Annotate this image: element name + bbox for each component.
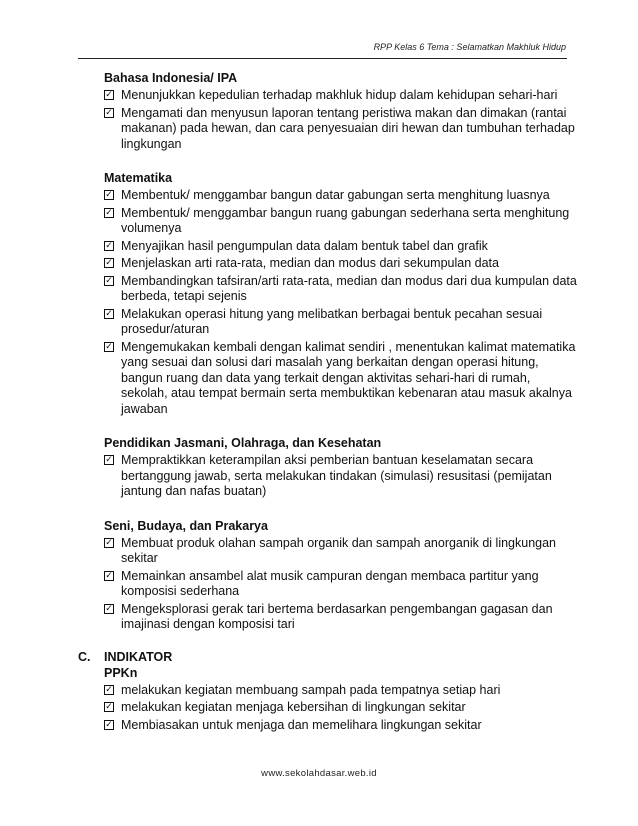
checkbox-checked-icon: ✓: [105, 240, 113, 251]
list-item: [104, 106, 578, 153]
list-item: [104, 569, 578, 600]
header-rule: [78, 58, 567, 59]
list-item-text: Mengeksplorasi gerak tari bertema berdasarkan pengembangan gagasan dan imajinasi dengan komposisi tari: [121, 601, 553, 631]
document-body: [78, 70, 578, 735]
section-title: Pendidikan Jasmani, Olahraga, dan Kesehatan: [104, 436, 382, 450]
list-item-text: Menunjukkan kepedulian terhadap makhluk hidup dalam kehidupan sehari-hari: [121, 88, 558, 102]
checkbox-checked-icon: ✓: [105, 684, 113, 695]
checkbox-checked-icon: ✓: [105, 341, 113, 352]
checklist: [104, 536, 578, 633]
checklist: [104, 188, 578, 417]
checkbox-checked-icon: ✓: [105, 275, 113, 286]
checkbox-checked-icon: ✓: [105, 702, 113, 712]
footer-url: www.sekolahdasar.web.id: [261, 768, 377, 779]
list-item: [104, 718, 578, 734]
section-letter: C.: [78, 649, 91, 664]
section-title: Matematika: [104, 171, 173, 185]
list-item: [104, 683, 578, 699]
checkbox-checked-icon: ✓: [105, 258, 113, 268]
list-item: [104, 274, 578, 305]
list-item: [104, 602, 578, 633]
list-item-text: Memainkan ansambel alat musik campuran dengan membaca partitur yang komposisi sederhana: [121, 568, 539, 598]
list-item: [104, 453, 578, 500]
checkbox-checked-icon: ✓: [105, 107, 113, 118]
checkbox-checked-icon: ✓: [105, 207, 113, 218]
section-ppkn: [104, 665, 578, 734]
checkbox-checked-icon: ✓: [105, 455, 113, 465]
checklist: [104, 88, 578, 152]
list-item: [104, 188, 578, 204]
checkbox-checked-icon: ✓: [105, 308, 113, 319]
list-item-text: Membiasakan untuk menjaga dan memelihara lingkungan sekitar: [121, 717, 482, 732]
checkbox-checked-icon: ✓: [105, 570, 113, 581]
list-item: [104, 536, 578, 567]
section-title: PPKn: [104, 665, 138, 680]
section-title: Bahasa Indonesia/ IPA: [104, 71, 238, 85]
indikator-heading: [78, 649, 578, 665]
section-bahasa-indonesia-ipa: [104, 70, 578, 152]
section-sbdp: [104, 518, 578, 633]
list-item-text: Melakukan operasi hitung yang melibatkan berbagai bentuk pecahan sesuai prosedur/aturan: [121, 306, 543, 336]
checkbox-checked-icon: ✓: [105, 90, 113, 100]
list-item-text: Membentuk/ menggambar bangun ruang gabungan sederhana serta menghitung volumenya: [121, 205, 570, 235]
section-matematika: [104, 170, 578, 417]
list-item: [104, 307, 578, 338]
section-title: Seni, Budaya, dan Prakarya: [104, 518, 268, 533]
checkbox-checked-icon: ✓: [105, 190, 113, 200]
list-item-text: Menyajikan hasil pengumpulan data dalam bentuk tabel dan grafik: [121, 238, 488, 253]
list-item: [104, 239, 578, 255]
section-pjok: [104, 435, 578, 500]
checkbox-checked-icon: ✓: [105, 603, 113, 614]
list-item-text: Membentuk/ menggambar bangun datar gabungan serta menghitung luasnya: [121, 188, 550, 202]
list-item: [104, 88, 578, 104]
list-item: [104, 256, 578, 272]
list-item-text: Mengemukakan kembali dengan kalimat sendiri , menentukan kalimat matematika yang sesuai dan solusi dari masalah yang berkaitan dengan operasi hitung, bangun ruang dan data yang terkait dengan aktivitas sehari-hari di rumah, sekolah, atau tempat bermain serta membuktikan kebenaran atau masuk akalnya jawaban: [121, 339, 576, 416]
list-item: [104, 340, 578, 418]
section-heading: INDIKATOR: [104, 649, 173, 664]
list-item-text: Membandingkan tafsiran/arti rata-rata, median dan modus dari dua kumpulan data berbeda, tetapi sejenis: [121, 273, 577, 303]
list-item-text: Mempraktikkan keterampilan aksi pemberian bantuan keselamatan secara bertanggung jawab, serta melakukan tindakan (simulasi) resusitasi (pemijatan jantung dan nafas buatan): [121, 453, 552, 498]
list-item-text: Menjelaskan arti rata-rata, median dan modus dari sekumpulan data: [121, 256, 499, 270]
list-item-text: melakukan kegiatan membuang sampah pada tempatnya setiap hari: [121, 682, 501, 697]
list-item: [104, 206, 578, 237]
checklist: [104, 683, 578, 734]
list-item-text: melakukan kegiatan menjaga kebersihan di lingkungan sekitar: [121, 700, 466, 714]
checkbox-checked-icon: ✓: [105, 719, 113, 730]
checkbox-checked-icon: ✓: [105, 537, 113, 548]
list-item: [104, 700, 578, 716]
list-item-text: Mengamati dan menyusun laporan tentang peristiwa makan dan dimakan (rantai makanan) pada hewan, dan cara penyesuaian diri hewan dan tumbuhan terhadap lingkungan: [121, 105, 575, 151]
running-header: RPP Kelas 6 Tema : Selamatkan Makhluk Hidup: [373, 42, 566, 52]
checklist: [104, 453, 578, 500]
list-item-text: Membuat produk olahan sampah organik dan sampah anorganik di lingkungan sekitar: [121, 535, 557, 565]
